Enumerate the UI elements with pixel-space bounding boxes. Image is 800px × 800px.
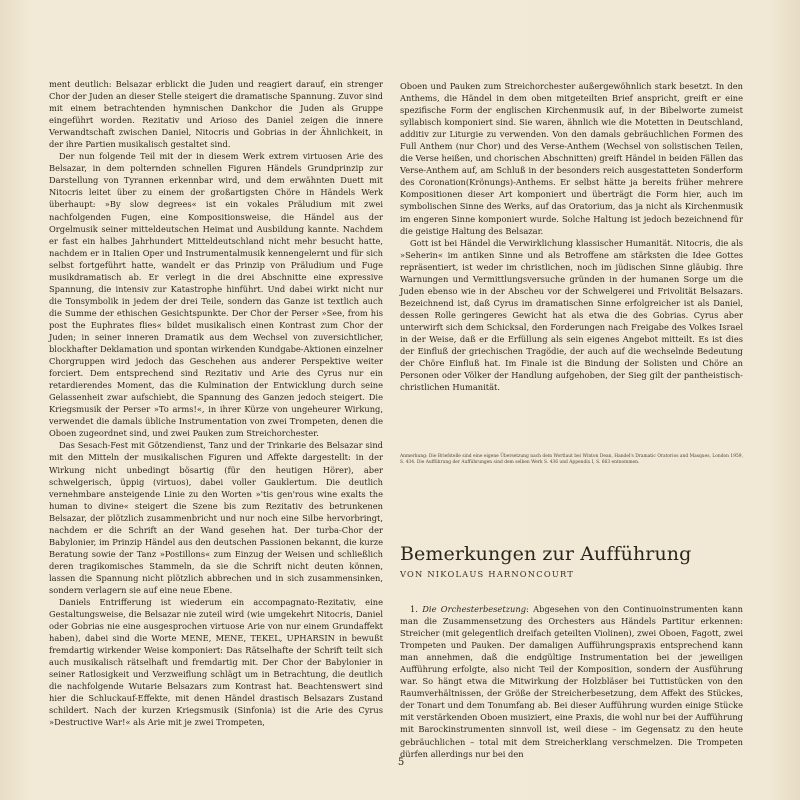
paragraph: Der nun folgende Teil mit der in diesem Werk extrem virtuosen Arie des Belsazar, in dem polternden schnellen Figuren Händels Grundprinzip zur Darstellung von Tyrannen erkennbar wird, und dem erwähnten Duett mit Nitocris leitet über zu einem der großartigsten Chöre in Händels Werk überhaupt: »By slow degrees« ist ein vokales Präludium mit zwei nachfolgenden Fugen, eine Kompositionsweise, die Händel aus der Orgelmusik seiner mitteldeutschen Heimat und Ausbildung kannte. Nachdem er fast ein halbes Jahrhundert Mitteldeutschland nicht mehr besucht hatte, nachdem er in Italien Oper und Instrumentalmusik kennengelernt und für sich selbst fortgeführt hatte, wandelt er das Prinzip von Präludium und Fuge musikdramatisch ab. Er verlegt in die drei Abschnitte eine expressive Spannung, die intensiv zur Katastrophe hinführt. Und dabei wirkt nicht nur die Tonsymbolik in jedem der drei Teile, sondern das Ganze ist textlich auch die Summe der ethischen Gesichtspunkte. Der Chor der Perser »See, from his post the Euphrates flies« bildet musikalisch einen Kontrast zum Chor der Juden; in seiner inneren Dramatik aus dem Wechsel von zuversichtlicher, blockhafter Deklamation und spontan wirkenden Kundgabe-Aktionen einzelner Chorgruppen wird jedoch das Geschehen aus anderer Perspektive weiter forciert. Dem entsprechend sind Rezitativ und Arie des Cyrus nur ein retardierendes Moment, das die Kulmination der Entwicklung durch seine Gelassenheit zwar aufschiebt, die Spannung des Ganzen jedoch steigert. Die Kriegsmusik der Perser »To arms!«, in ihrer Kürze von ungeheurer Wirkung, verwendet die damals übliche Instrumentation von zwei Trompeten, denen die Oboen zugeordnet sind, und zwei Pauken zum Streichorchester.: [49, 151, 383, 439]
paragraph: Daniels Entrifferung ist wiederum ein accompagnato-Rezitativ, eine Gestaltungsweise, die Belsazar nie zuteil wird (wie umgekehrt Nitocris, Daniel oder Gobrias nie eine ausgesprochen virtuose Arie von nur einem Grundaffekt haben), dabei sind die Worte MENE, MENE, TEKEL, UPHARSIN in bewußt fremdartig wirkender Weise komponiert: Das Rätselhafte der Schrift teilt sich auch musikalisch rätselhaft und fremdartig mit. Der Chor der Babylonier in seiner Ratlosigkeit und Verzweiflung schlägt um in Betrachtung, die deutlich die nachfolgende Wutarie Belsazars zum Kontrast hat. Beachtenswert sind hier die Schluckauf-Effekte, mit denen Händel drastisch Belsazars Zustand schildert. Nach der kurzen Kriegsmusik (Sinfonia) ist die Arie des Cyrus »Destructive War!« als Arie mit je zwei Trompeten,: [49, 597, 383, 728]
paragraph-text: : Abgesehen von den Continuoinstrumenten kann man die Zusammensetzung des Orchesters aus Händels Partitur erkennen: Streicher (mit gelegentlich dreifach geteilten Violinen), zwei Oboen, Fagott, zwei Trompeten und Pauken. Der damaligen Aufführungspraxis entsprechend kann man annehmen, daß die endgültige Instrumentation bei der jeweiligen Aufführung erfolgte, also nicht Teil der Komposition, sondern der Ausführung war. So hängt etwa die Mitwirkung der Holzbläser bei Tuttistücken von den Raumverhältnissen, der Größe der Streicherbesetzung, dem Affekt des Stückes, der Tonart und dem Tonumfang ab. Bei dieser Aufführung wurden einige Stücke mit verstärkenden Oboen musiziert, eine Praxis, die wohl nur bei der Aufführung mit Barockinstrumenten sinnvoll ist, weil diese – im Gegensatz zu den heute gebräuchlichen – total mit dem Streicherklang verschmelzen. Die Trompeten dürfen allerdings nur bei den: [400, 604, 743, 759]
author-byline: VON NIKOLAUS HARNONCOURT: [400, 569, 575, 579]
section-body: [400, 603, 743, 760]
numbered-paragraph: [400, 603, 743, 760]
left-text-column: [49, 78, 383, 729]
section-title: Bemerkungen zur Aufführung: [400, 543, 692, 565]
paragraph-number: 1.: [410, 604, 418, 614]
footnote: Anmerkung: Die Briefstelle sind eine eigene Übersetzung nach dem Wortlaut bei Winton Dean, Handel's Dramatic Oratorios and Masques, London 1959, S. 434. Die Aufführung der Aufführungen sind dem selben Werk S. 436 und Appendix I, S. 663 entnommen.: [400, 454, 743, 465]
paragraph: Das Sesach-Fest mit Götzendienst, Tanz und der Trinkarie des Belsazar sind mit den Mitteln der musikalischen Figuren und Affekte dargestellt: in der Wirkung nicht unbedingt bösartig (für den heutigen Hörer), aber schwelgerisch, üppig (virtuos), dabei voller Gauklertum. Die deutlich vernehmbare ansteigende Linie zu den Worten »'tis gen'rous wine exalts the human to divine« steigert die Szene bis zum Rezitativ des betrunkenen Belsazar, der plötzlich zusammenbricht und nur noch eine Silbe hervorbringt, nachdem er die Schrift an der Wand gesehen hat. Der turba-Chor der Babylonier, im Prinzip Händel aus den deutschen Passionen bekannt, die kurze Beratung sowie der Tanz »Postillons« zum Einzug der Weisen und schließlich deren tragikomisches Stammeln, da sie die Schrift nicht deuten können, lassen die Spannung nicht plötzlich abbrechen und in sich zusammensinken, sondern verlagern sie auf eine neue Ebene.: [49, 440, 383, 595]
right-text-column: [400, 80, 743, 393]
paragraph: ment deutlich: Belsazar erblickt die Juden und reagiert darauf, ein strenger Chor der Juden an dieser Stelle steigert die dramatische Spannung. Zuvor sind mit einem betrachtenden hymnischen Dankchor die Juden als Gruppe eingeführt worden. Rezitativ und Arioso des Daniel zeigen die innere Verwandtschaft zwischen Daniel, Nitocris und Gobrias in der Ähnlichkeit, in der ihre Partien musikalisch gestaltet sind.: [49, 79, 383, 150]
paragraph: Gott ist bei Händel die Verwirklichung klassischer Humanität. Nitocris, die als »Seherin« im antiken Sinne und als Betroffene am stärksten die Idee Gottes repräsentiert, ist weder im christlichen, noch im jüdischen Sinne gläubig. Ihre Warnungen und Vermittlungsversuche gründen in der humanen Sorge um die Juden ebenso wie in der Abscheu vor der Schwelgerei und Frivolität Belsazars. Bezeichnend ist, daß Cyrus im dramatischen Sinne erfolgreicher ist als Daniel, dessen Rolle geringeres Gewicht hat als etwa die des Gobrias. Cyrus aber unterwirft sich dem Schicksal, den Forderungen nach Freigabe des Volkes Israel in der Weise, daß er die Erfüllung als sein eigenes Angebot mitteilt. Es ist dies der Einfluß der griechischen Tragödie, der auch auf die wechselnde Bedeutung der Chöre Einfluß hat. Im Finale ist die Bindung der Solisten und Chöre an Personen oder Völker der Handlung aufgehoben, der Sieg gilt der pantheistisch-christlichen Humanität.: [400, 237, 743, 393]
page-number: 5: [397, 757, 405, 768]
paragraph-lead: Die Orchesterbesetzung: [422, 604, 527, 614]
paragraph: Oboen und Pauken zum Streichorchester außergewöhnlich stark besetzt. In den Anthems, die Händel in dem oben mitgeteilten Brief anspricht, greift er eine spezifische Form der englischen Kirchenmusik auf, in der Bibelworte zumeist syllabisch komponiert sind. Sie waren, ähnlich wie die Motetten in Deutschland, additiv zur Liturgie zu verwenden. Von den damals gebräuchlichen Formen des Full Anthem (nur Chor) und des Verse-Anthem (Wechsel von solistischen Teilen, die Verse heißen, und chorischen Abschnitten) greift Händel in beiden Fällen das Verse-Anthem auf, am Schluß in der besonders reich ausgestatteten Sonderform des Coronation(Krönungs)-Anthems. Er selbst hätte ja bereits früher mehrere Kompositionen dieser Art komponiert und überträgt die Form hier, auch im symbolischen Sinne des Werks, auf das Oratorium, das ja nicht als Kirchenmusik im engeren Sinne komponiert wurde. Solche Haltung ist jedoch bezeichnend für die geistige Haltung des Belsazar.: [400, 81, 743, 236]
